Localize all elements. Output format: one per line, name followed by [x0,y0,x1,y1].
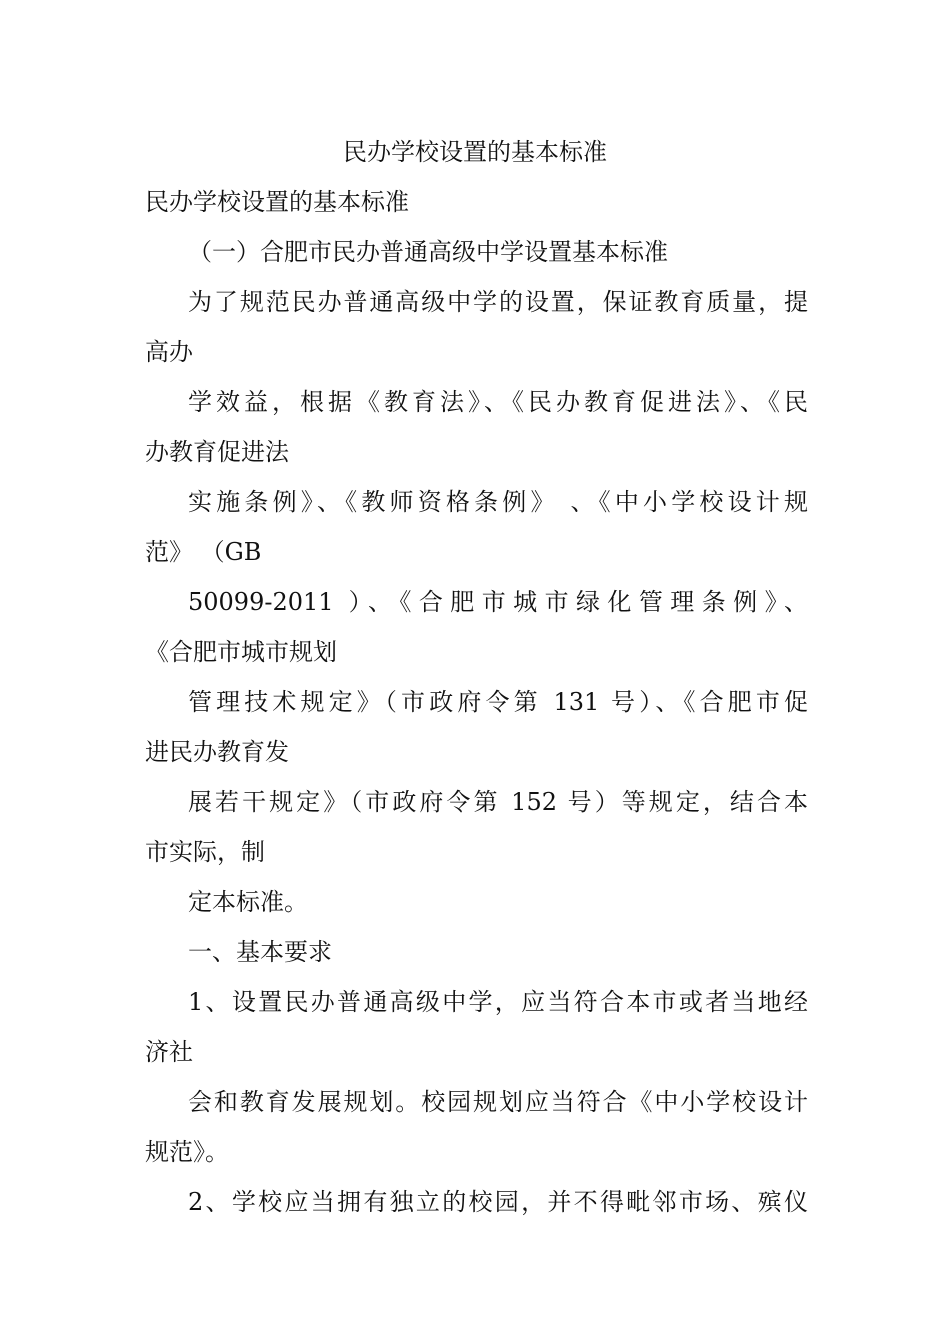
document-heading: 民办学校设置的基本标准 [145,188,409,216]
paragraph-line: 展若干规定》（市政府令第 152 号）等规定，结合本 [188,788,808,816]
document-title: 民办学校设置的基本标准 [343,138,607,166]
paragraph-line: 1、设置民办普通高级中学，应当符合本市或者当地经 [188,988,808,1016]
paragraph-line: 济社 [145,1038,193,1066]
paragraph-line: 进民办教育发 [145,738,289,766]
paragraph-line: 高办 [145,338,193,366]
paragraph-line: 管理技术规定》（市政府令第 131 号）、《合肥市促 [188,688,808,716]
section-heading: （一）合肥市民办普通高级中学设置基本标准 [188,238,668,266]
paragraph-line: 范》 （GB [145,538,262,566]
paragraph-line: 学效益，根据《教育法》、《民办教育促进法》、《民 [188,388,808,416]
paragraph-line: 实施条例》、《教师资格条例》 、《中小学校设计规 [188,488,808,516]
paragraph-line: 会和教育发展规划。校园规划应当符合《中小学校设计 [188,1088,808,1116]
section-subheading: 一、基本要求 [188,938,332,966]
paragraph-line: 办教育促进法 [145,438,289,466]
paragraph-line: 《合肥市城市规划 [145,638,337,666]
paragraph-line: 50099-2011 ）、《合肥市城市绿化管理条例》、 [188,588,808,616]
paragraph-line: 定本标准。 [188,888,308,916]
paragraph-line: 为了规范民办普通高级中学的设置，保证教育质量，提 [188,288,808,316]
paragraph-line: 市实际，制 [145,838,265,866]
paragraph-line: 2、学校应当拥有独立的校园，并不得毗邻市场、殡仪 [188,1188,808,1216]
paragraph-line: 规范》。 [145,1138,229,1166]
